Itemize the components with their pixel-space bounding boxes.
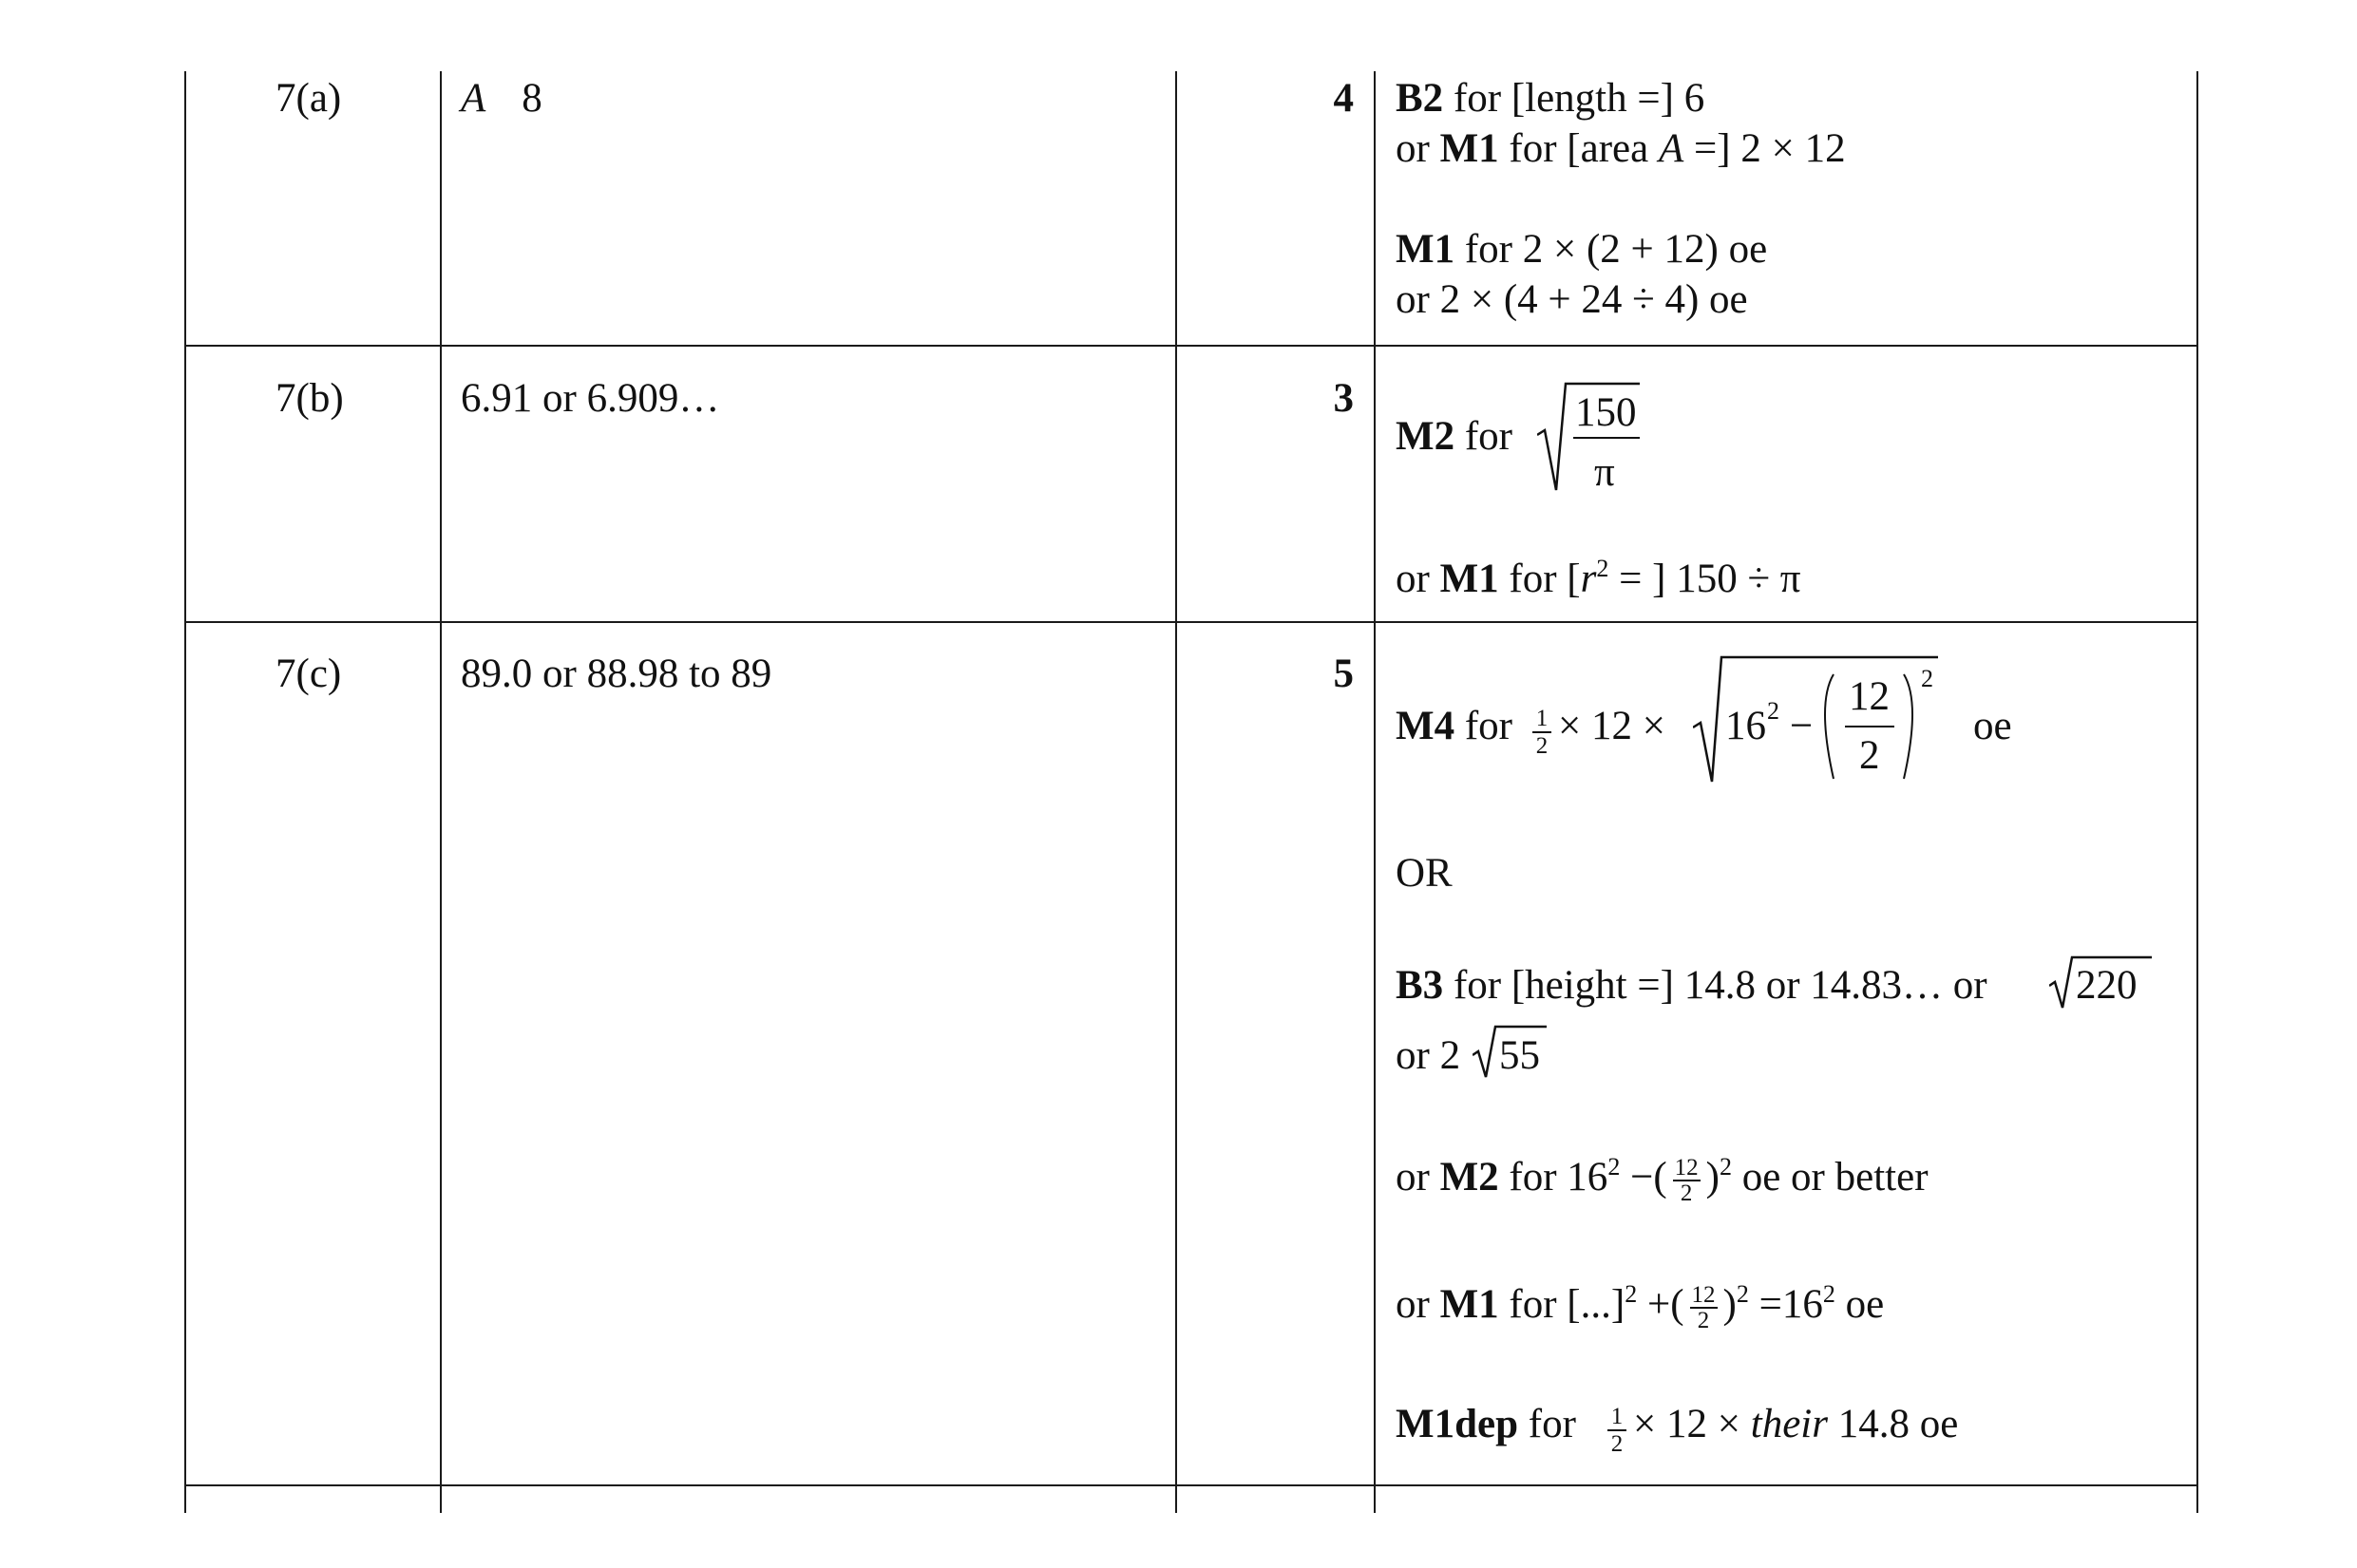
table-border-right xyxy=(2196,71,2198,1513)
question-number: 7(c) xyxy=(276,652,342,696)
row-divider-b xyxy=(184,621,2198,623)
row-divider-a xyxy=(184,345,2198,347)
guidance-text: × 12 × xyxy=(1558,704,1666,748)
marks-value: 3 xyxy=(1333,376,1354,421)
guidance-text: oe xyxy=(1973,704,2012,748)
guidance-line: OR xyxy=(1396,851,1453,896)
guidance-line: B3 for [height =] 14.8 or 14.83… or xyxy=(1396,963,1987,1008)
sqrt-expression: 16 2 − 12 2 2 xyxy=(1693,653,1940,786)
table-divider-question xyxy=(440,71,442,1513)
sqrt-expression: 55 xyxy=(1473,1023,1549,1080)
guidance-line: or M1 for [...]$^2$ +( $\frac{12}{2}$ )$^2 =16^2$ oe xyxy=(1396,1280,1885,1334)
half-fraction: 1 2 xyxy=(1532,707,1551,758)
sqrt-expression xyxy=(1537,378,1642,497)
table-border-left xyxy=(184,71,186,1513)
guidance-line: or 2 xyxy=(1396,1033,1461,1078)
question-number: 7(a) xyxy=(276,76,342,121)
answer-cell: 6.91 or 6.909… xyxy=(461,376,720,421)
marks-value: 5 xyxy=(1333,652,1354,696)
row-divider-c xyxy=(184,1484,2198,1486)
guidance-text: × 12 × their 14.8 oe xyxy=(1633,1402,1959,1446)
guidance-line: or 2 × (4 + 24 ÷ 4) oe xyxy=(1396,277,1748,322)
guidance-line: M1 for 2 × (2 + 12) oe xyxy=(1396,227,1768,272)
sqrt-numerator: 150 xyxy=(1575,390,1637,435)
answer-cell: 89.0 or 88.98 to 89 xyxy=(461,652,772,696)
answer-variable: A xyxy=(461,76,486,121)
answer-value: 8 xyxy=(522,76,542,121)
guidance-line: B2 for [length =] 6 xyxy=(1396,76,1705,121)
guidance-line: M4 for xyxy=(1396,704,1512,748)
half-fraction: 1 2 xyxy=(1607,1405,1626,1456)
table-divider-answer xyxy=(1175,71,1177,1513)
sqrt-denominator: π xyxy=(1594,450,1615,495)
guidance-line: M2 for xyxy=(1396,414,1512,459)
answer-cell xyxy=(461,78,542,119)
table-divider-marks xyxy=(1374,71,1376,1513)
guidance-line: or M2 for $16^2$ −( $\frac{12}{2}$ )$^2$ oe or better xyxy=(1396,1153,1929,1207)
question-number: 7(b) xyxy=(276,376,344,421)
guidance-line: or M1 for [$r^2$ = ] 150 ÷ π xyxy=(1396,555,1801,601)
guidance-line: M1dep for xyxy=(1396,1402,1576,1446)
marks-value: 4 xyxy=(1333,76,1354,121)
guidance-line: or M1 for [area A =] 2 × 12 xyxy=(1396,126,1846,171)
sqrt-expression: 220 xyxy=(2049,954,2154,1011)
